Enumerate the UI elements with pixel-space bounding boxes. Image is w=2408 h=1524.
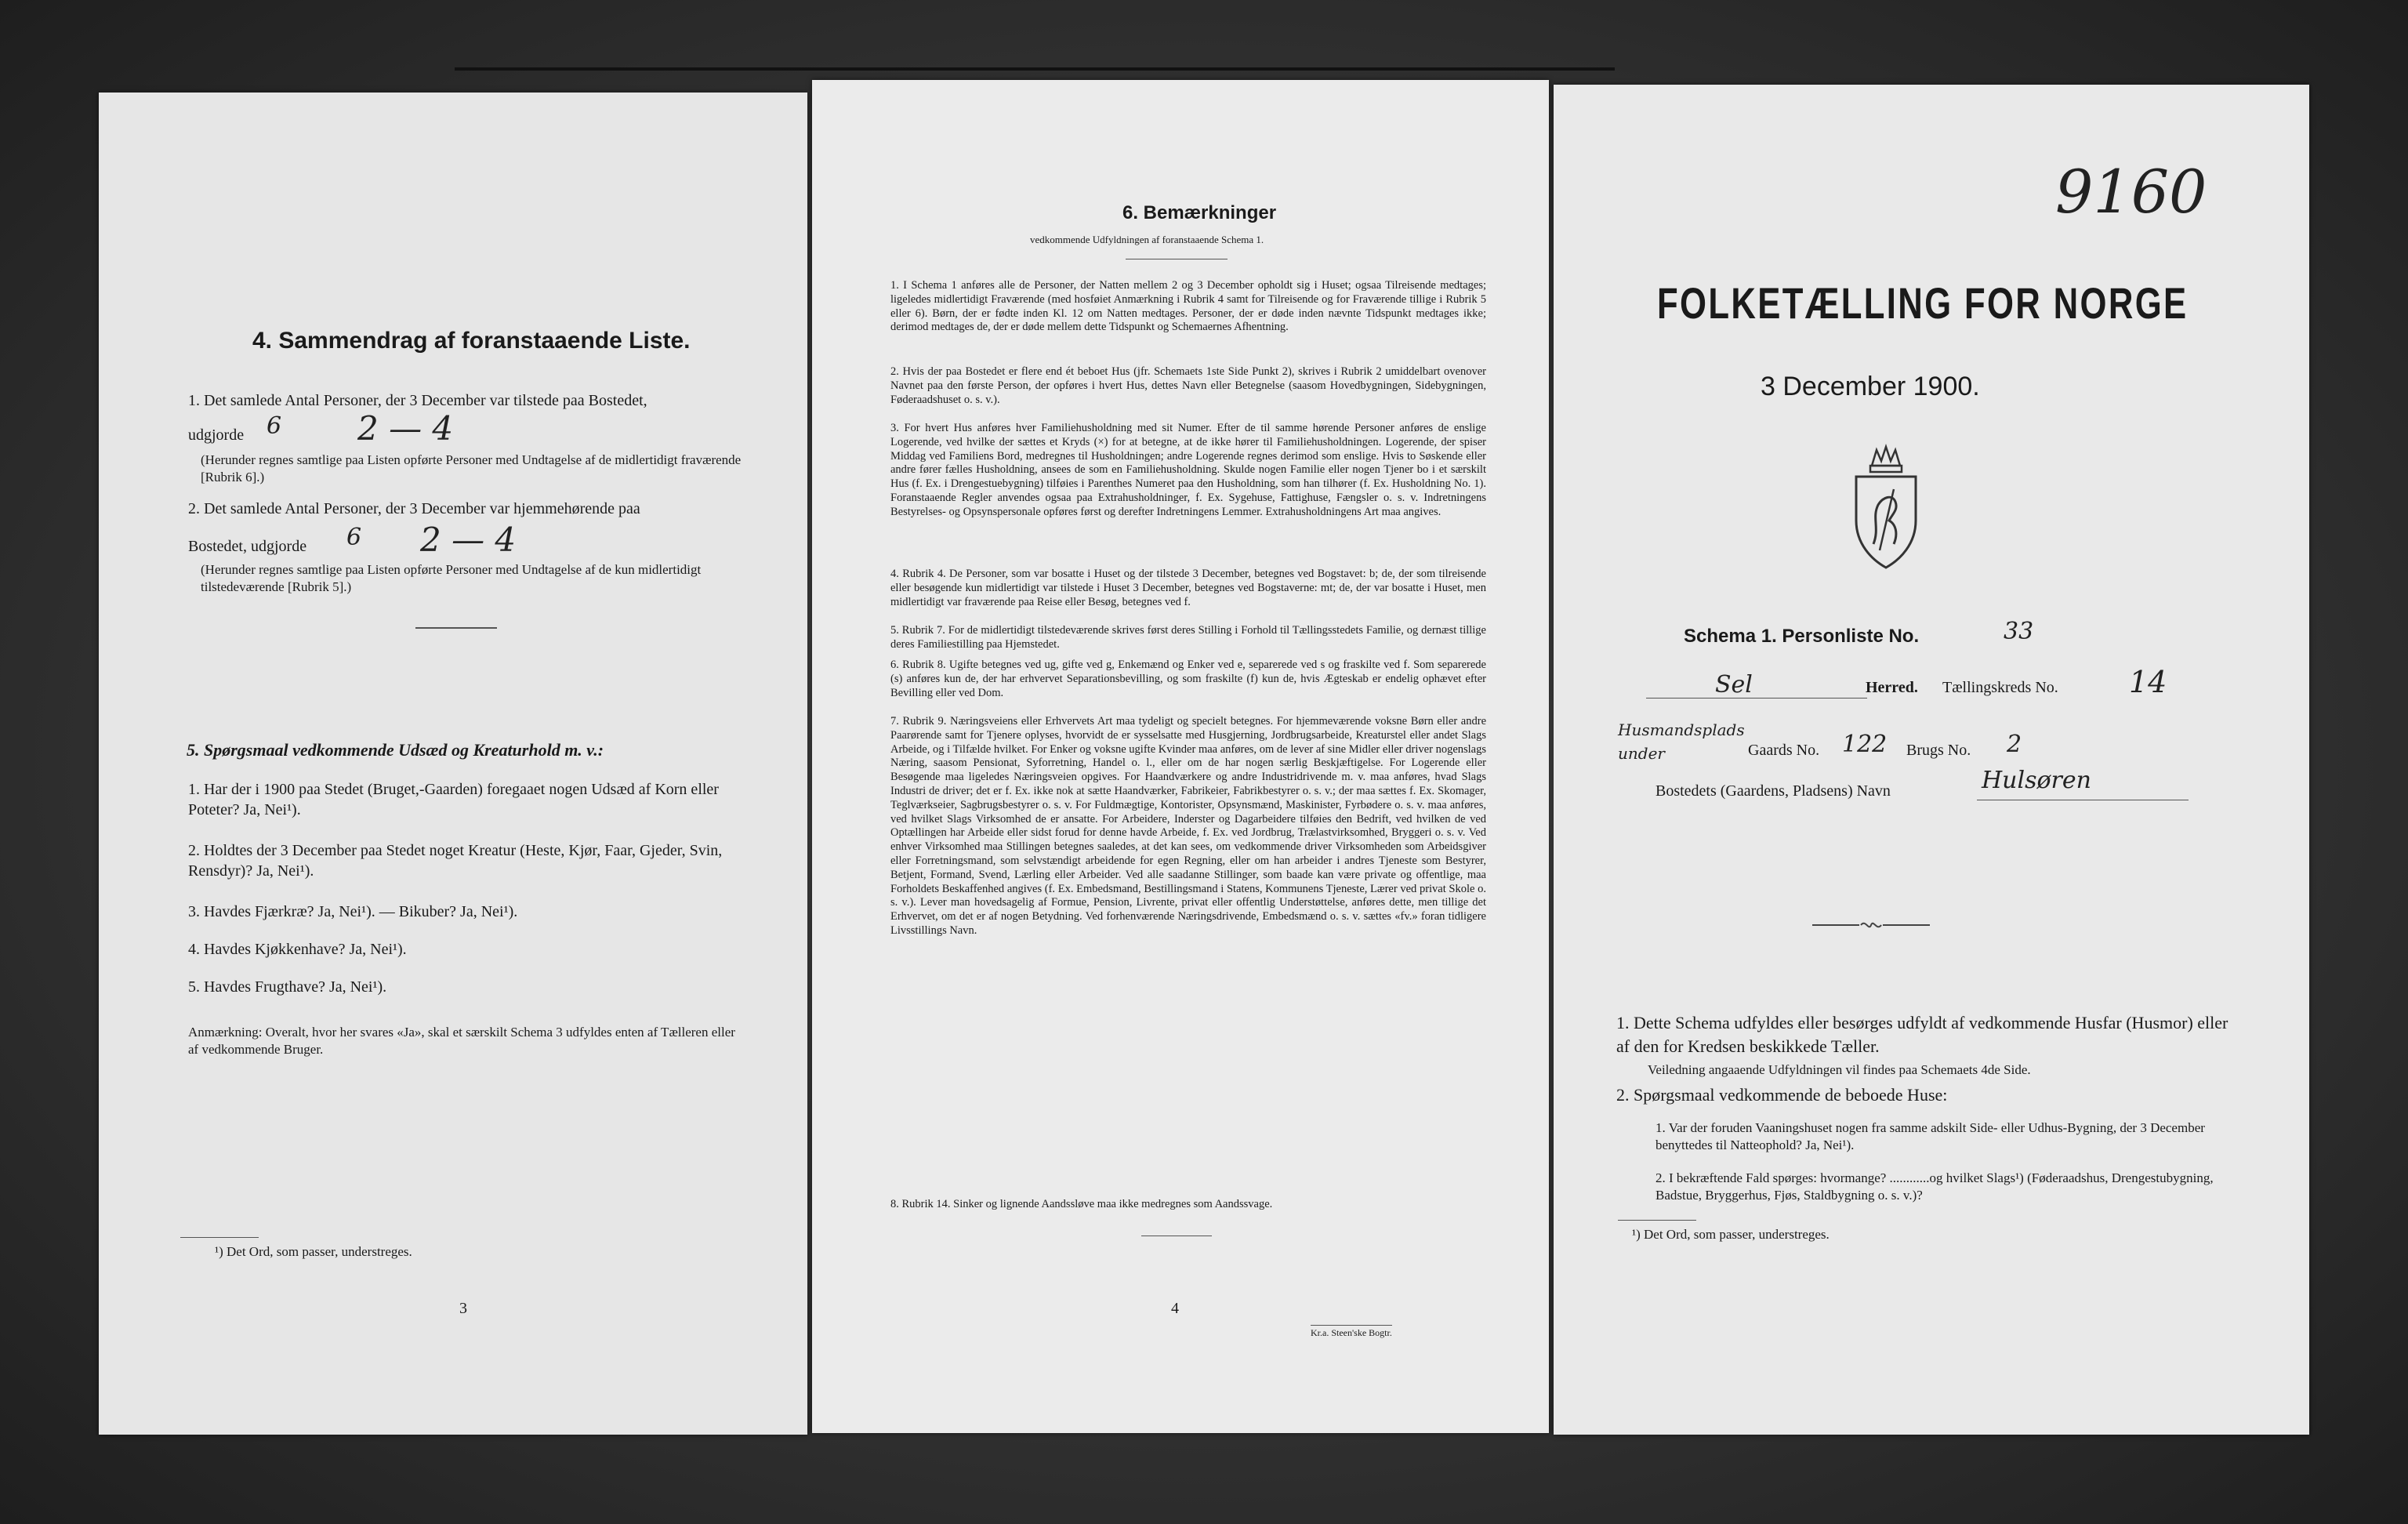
- summary-item-1-label: udgjorde: [188, 426, 245, 444]
- page-4: [812, 80, 1549, 1433]
- bosted-label: Bostedets (Gaardens, Pladsens) Navn: [1656, 782, 1891, 800]
- remark-item-7: 7. Rubrik 9. Næringsveiens eller Erhvervets Art maa tydeligt og specielt betegnes. For hjemmeværende voksne Børn eller andre Paarørende samt for Tjenere oplyses, hvorvidt de er sysselsatte med Husgjerning, Jordbrugsarbeide, Kreaturstel eller andet Slags Arbeide, og i Tilfælde hvilket. For Enker og voksne ugifte Kvinder maa anføres, om de lever af sine Midler eller driver nogenslags Næring, saasom Pensionat, Syforretning, Handel o. l., eller om de har nogen særlig Beskjæftigelse. For Logerende eller Besøgende maa ligeledes Næringsveien opgives. For Haandværkere og andre Industridrivende m. v. maa anføres, hvad Slags Industri de driver; det er f. Ex. ikke nok at sætte Haandværker, Fabrikeier, Fabrikbestyrer o. s. v.; der maa sættes f. Ex. Skomager, Teglværkseier, Sagbrugsbestyrer o. s. v. For Fuldmægtige, Kontorister, Opsynsmænd, Maskinister, Fyrbødere o. s. v. maa anføres, ved hvilket Slags Virksomhed de er ansatte. For Arbeidere, Inderster og Dagarbeidere tilføies den Bedrift, ved hvilken de ved Optællingen har Arbeide eller sidst forud for denne havde Arbeide, f. Ex. ved Jordbrug, Trælastvirksomhed, Bryggeri o. s. v. Ved enhver Virksomhed maa Stillingen betegnes saaledes, at det kan sees, om vedkommende driver Virksomheden som Arbeidsgiver eller Forretningsmand, som selvstændigt arbeidende for egen Regning, eller om han arbeider i andres Tjeneste som Bestyrer, Betjent, Formand, Svend, Lærling eller Arbeider. Ved alle saadanne Stillinger, som baade kan være private og offentlige, maa Forholdets Beskaffenhed angives (f. Ex. Embedsmand, Bestillingsmand i Statens, Kommunens Tjeneste, Lærer ved privat Skole o. s. v.). Lever man hovedsagelig af Formue, Pension, Livrente, privat eller offentlig Understøttelse, anføres dette, men tillige det Erhvervet, om det er af nogen Betydning. Ved forhenværende Næringsdrivende, Embedsmænd o. s. v. sættes «fv.» foran tidligere Livsstillings Navn.: [890, 715, 1486, 937]
- page-number: 3: [459, 1300, 467, 1317]
- ornament-divider-icon: [1812, 917, 1930, 933]
- gaards-label: Gaards No.: [1748, 742, 1820, 759]
- handwritten-schema-number: 33: [2004, 618, 2034, 645]
- question-5: 5. Havdes Frugthave? Ja, Nei¹).: [188, 978, 387, 996]
- summary-item-2-note: (Herunder regnes samtlige paa Listen opførte Personer med Undtagelse af de kun midlertidigt tilstedeværende [Rubrik 5].): [201, 562, 702, 594]
- remark: Anmærkning: Overalt, hvor her svares «Ja», skal et særskilt Schema 3 udfyldes enten af Tælleren eller af vedkommende Bruger.: [188, 1025, 735, 1057]
- brugs-label: Brugs No.: [1906, 742, 1971, 759]
- question-4: 4. Havdes Kjøkkenhave? Ja, Nei¹).: [188, 941, 407, 958]
- question-2: 2. Holdtes der 3 December paa Stedet noget Kreatur (Heste, Kjør, Faar, Gjeder, Svin, Rensdyr)? Ja, Nei¹).: [188, 842, 723, 880]
- printer-imprint: Kr.a. Steen'ske Bogtr.: [1311, 1325, 1392, 1339]
- footnote-rule: [1618, 1220, 1696, 1221]
- census-date: 3 December 1900.: [1761, 372, 1980, 401]
- summary-item-1: 1. Det samlede Antal Personer, der 3 December var tilstede paa Bostedet,: [188, 392, 647, 409]
- page-3: [99, 93, 807, 1435]
- instruction-2: 2. Spørgsmaal vedkommende de beboede Huse:: [1616, 1085, 1948, 1105]
- summary-item-2: 2. Det samlede Antal Personer, der 3 December var hjemmehørende paa: [188, 500, 640, 517]
- handwritten-kreds-number: 14: [2129, 665, 2167, 699]
- divider: [415, 627, 497, 629]
- handwritten-gaards-number: 122: [1842, 731, 1888, 758]
- page-number: 4: [1171, 1300, 1179, 1317]
- herred-label: Herred.: [1866, 679, 1918, 696]
- footnote-rule: [180, 1237, 259, 1238]
- summary-item-1-note: (Herunder regnes samtlige paa Listen opførte Personer med Undtagelse af de midlertidigt fraværende [Rubrik 6].): [201, 452, 742, 484]
- handwritten-count-1b: 2 — 4: [357, 409, 454, 448]
- kreds-label: Tællingskreds No.: [1942, 679, 2058, 696]
- remark-item-1: 1. I Schema 1 anføres alle de Personer, der Natten mellem 2 og 3 December opholdt sig i Huset; ogsaa Tilreisende medtages; ligeledes midlertidigt Fraværende (med hosføiet Anmærkning i Rubrik 4 samt for Tilreisende og for Fraværende tillige i Rubrik 5 eller 6). Børn, der er fødte inden Kl. 12 om Natten medtages. Personer, der er døde inden nævnte Tidspunkt medtages ikke; derimod medtages de, der er døde mellem dette Tidspunkt og Schemaernes Afhentning.: [890, 279, 1486, 334]
- section-5-title: 5. Spørgsmaal vedkommende Udsæd og Kreaturhold m. v.:: [187, 740, 604, 760]
- archive-number: 9160: [2055, 157, 2207, 227]
- footnote: ¹) Det Ord, som passer, understreges.: [215, 1244, 412, 1259]
- handwritten-count-1a: 6: [267, 412, 282, 440]
- norway-coat-of-arms-icon: [1848, 442, 1924, 572]
- remark-item-3: 3. For hvert Hus anføres hver Familiehusholdning med sit Numer. Efter de til samme hørende Personer anføres de enslige Logerende, ved hvilke der sættes et Kryds (×) for at betegne, at de ikke hører til Familiehusholdningen. Logerende, der spiser Middag ved Familiens Bord, medregnes til Husholdningen; andre Logerende regnes derimod som enslige. Hvis to Søskende eller andre fører fælles Husholdning, ansees de som en Familiehusholdning. Skulde nogen Familie eller nogen Tjener bo i et særskilt Hus (f. Ex. i Drengestuebygning) tilføies i Parenthes Numeret paa den Husholdning, som han tilhører (f. Ex. Husholdning No. 1). Foranstaaende Regler anvendes ogsaa paa Extrahusholdninger, f. Ex. Sygehuse, Fattighuse, Fængsler o. s. v. Indretningens Bestyrelses- og Opsynspersonale opføres først og derefter Indretningens Lemmer. Extrahusholdningens Art maa angives.: [890, 422, 1486, 518]
- remarks-title: 6. Bemærkninger: [1122, 202, 1277, 223]
- handwritten-husmandsplads: Husmandsplads under: [1618, 720, 1745, 763]
- section-4-title: 4. Sammendrag af foranstaaende Liste.: [252, 328, 691, 354]
- summary-item-2-label: Bostedet, udgjorde: [188, 538, 307, 555]
- house-question-1: 1. Var der foruden Vaaningshuset nogen fra samme adskilt Side- eller Udhus-Bygning, der 3 December benyttedes til Natteophold? Ja, Nei¹).: [1656, 1120, 2205, 1152]
- footnote: ¹) Det Ord, som passer, understreges.: [1632, 1227, 1830, 1242]
- house-question-2: 2. I bekræftende Fald spørges: hvormange? ............og hvilket Slags¹) (Føderaadshus, Drengestubygning, Badstue, Bryggerhus, Fjøs, Staldbygning o. s. v.)?: [1656, 1170, 2214, 1203]
- question-3: 3. Havdes Fjærkræ? Ja, Nei¹). — Bikuber? Ja, Nei¹).: [188, 903, 518, 920]
- remark-item-6: 6. Rubrik 8. Ugifte betegnes ved ug, gifte ved g, Enkemænd og Enker ved e, separerede ved s og fraskilte ved f. Som separerede (s) anføres kun de, der har erhvervet Separationsbevilling, og som fraskilte (f) kun de, hvis Ægteskab er endelig ophævet efter Bevilling eller ved Dom.: [890, 659, 1486, 699]
- instruction-1: 1. Dette Schema udfyldes eller besørges udfyldt af vedkommende Husfar (Husmor) eller af den for Kredsen beskikkede Tæller.: [1616, 1013, 2228, 1056]
- handwritten-count-2a: 6: [346, 524, 362, 551]
- handwritten-count-2b: 2 — 4: [420, 521, 517, 559]
- census-title: FOLKETÆLLING FOR NORGE: [1657, 278, 2189, 328]
- handwritten-herred: Sel: [1715, 671, 1753, 698]
- question-1: 1. Har der i 1900 paa Stedet (Bruget,-Gaarden) foregaaet nogen Udsæd af Korn eller Poteter? Ja, Nei¹).: [188, 781, 719, 818]
- book-spine-edge: [455, 67, 1615, 71]
- remark-item-8: 8. Rubrik 14. Sinker og lignende Aandssløve maa ikke medregnes som Aandssvage.: [890, 1198, 1273, 1210]
- remark-item-4: 4. Rubrik 4. De Personer, som var bosatte i Huset og der tilstede 3 December, betegnes ved Bogstavet: b; de, der som tilreisende eller besøgende kun midlertidigt var tilstede i Huset 3 December, betegnes ved Bogstaverne: mt; de, der var bosatte i Huset, men midlertidigt var fraværende paa Reise eller Besøg, betegnes ved f.: [890, 568, 1486, 608]
- title-page: [1554, 85, 2309, 1435]
- remark-item-2: 2. Hvis der paa Bostedet er flere end ét beboet Hus (jfr. Schemaets 1ste Side Punkt 2), skrives i Rubrik 2 umiddelbart ovenover Navnet paa den første Person, der opføres i hvert Hus, dettes Navn eller Betegnelse (saasom Hovedbygningen, Sidebygningen, Føderaadshuset o. s. v.).: [890, 365, 1486, 406]
- handwritten-brugs-number: 2: [2007, 731, 2022, 758]
- remark-item-5: 5. Rubrik 7. For de midlertidigt tilstedeværende skrives først deres Stilling i Forhold til Tællingsstedets Familie, og dernæst tillige deres Familiestilling paa Hjemstedet.: [890, 624, 1486, 651]
- handwritten-bosted-name: Hulsøren: [1982, 767, 2091, 794]
- schema-label: Schema 1. Personliste No.: [1684, 626, 1920, 647]
- instruction-1-note: Veiledning angaaende Udfyldningen vil findes paa Schemaets 4de Side.: [1648, 1062, 2031, 1077]
- remarks-subtitle: vedkommende Udfyldningen af foranstaaende Schema 1.: [1030, 234, 1264, 245]
